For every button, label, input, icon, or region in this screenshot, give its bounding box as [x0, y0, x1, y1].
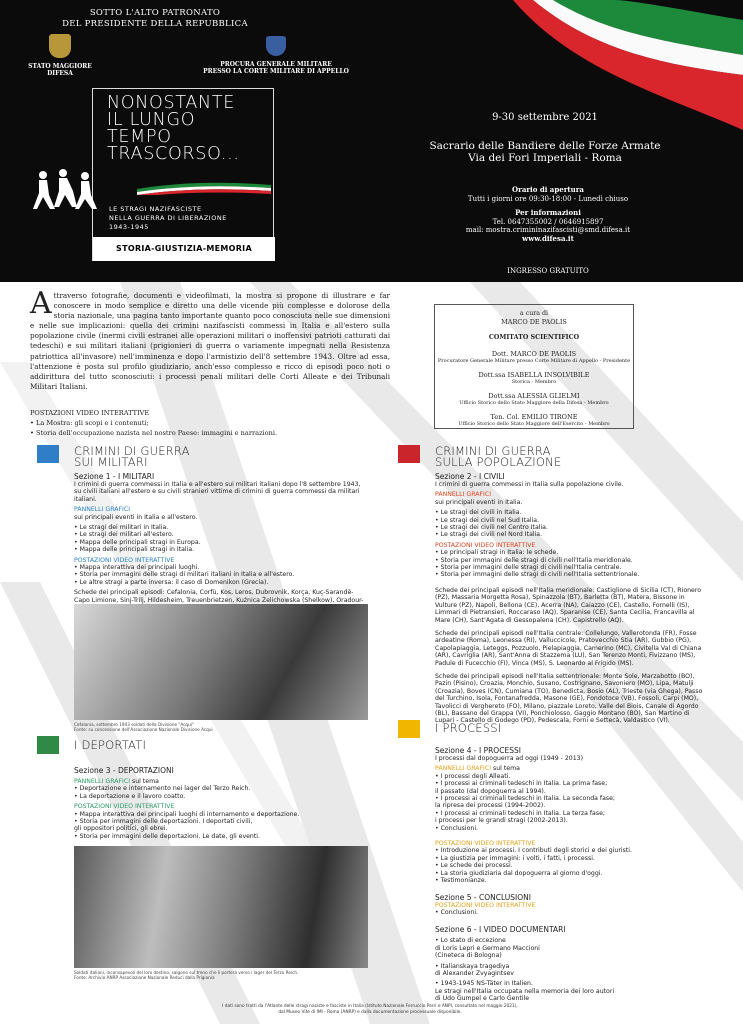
event-address: Via dei Fori Imperiali - Roma	[468, 152, 622, 164]
heading-civili: CRIMINI DI GUERRA SULLA POPOLAZIONE	[435, 444, 562, 469]
emblem-stato-maggiore: STATO MAGGIORE DIFESA	[20, 34, 100, 77]
blue-square-icon	[37, 445, 59, 463]
event-place: Sacrario delle Bandiere delle Forze Armate	[429, 140, 661, 152]
scientific-committee: a cura di MARCO DE PAOLIS COMITATO SCIENTIFICO Dott. MARCO DE PAOLIS Procuratore Generale Militare presso Corte Militare di Appello - Presidente Dott.ssa ISABELLA INSOLVIBILE Storica - Membro Dott.ssa ALESSIA GLIELMI Ufficio Storico dello Stato Maggiore della Difesa - Membro Ten. Col. EMILIO TIRONE Ufficio Storico dello Stato Maggiore dell'Esercito - Membro	[434, 304, 634, 429]
event-info	[395, 112, 695, 164]
photo-cefalonia	[74, 604, 368, 720]
heading-processi: I PROCESSI	[435, 721, 502, 735]
exhibition-poster	[92, 88, 274, 261]
intro-video-stations: POSTAZIONI VIDEO INTERATTIVE • La Mostra: gli scopi e i contenuti; • Storia dell'occupazione nazista nel nostro Paese: immagini e narrazioni.	[30, 409, 278, 437]
opening-info: Orario di apertura Tutti i giorni ore 09:30-18:00 - Lunedì chiuso Per informazioni Tel. 0647355002 / 0646915897 mail: mostra.crimininazifascisti@smd.difesa.it www.difesa.it INGRESSO GRATUITO	[450, 186, 646, 276]
emblem-procura: PROCURA GENERALE MILITARE PRESSO LA CORTE MILITARE DI APPELLO	[196, 36, 356, 75]
shield-icon	[266, 36, 286, 56]
green-square-icon	[37, 736, 59, 754]
caption-cefalonia: Cefalonia, settembre 1943 soldati della Divisione "Acqui" Fonte: su concessione dell'Associazione Nazionale Divisione Acqui	[74, 722, 213, 733]
red-square-icon	[398, 445, 420, 463]
yellow-square-icon	[398, 720, 420, 738]
drop-cap: A	[30, 286, 52, 321]
event-dates: 9-30 settembre 2021	[492, 112, 598, 123]
poster-subtitle: LE STRAGI NAZIFASCISTE NELLA GUERRA DI LIBERAZIONE 1943-1945	[109, 205, 227, 231]
section-militari: Sezione 1 - I MILITARI I crimini di guerra commessi in Italia e all'estero sui militari italiani dopo l'8 settembre 1943, su civili italiani all'estero e su civili stranieri vittime di crimini di guerra commessi da militari italiani. PANNELLI GRAFICI sui principali eventi in Italia e all'estero. • Le stragi dei militari in Italia. • Le stragi dei militari all'estero. • Mappa delle principali stragi in Europa. • Mappa delle principali stragi in Italia. POSTAZIONI VIDEO INTERATTIVE • Mappa interattiva dei principali luoghi. • Storia per immagini delle stragi di militari italiani in Italia e all'estero. • Le altre stragi a parte inversa: il caso di Domenikon (Grecia). Schede dei principali episodi: Cefalonia, Corfù, Kos, Leros, Dubrovnik, Korça, Kuç-Sarandë-Capo Limione, Sinj-Trilj, Hildesheim, Treuenbrietzen, Kuźnica Żelichowska (Shelkow), Oradour-	[74, 472, 364, 604]
dancing-figures-icon	[33, 169, 103, 213]
patronage: SOTTO L'ALTO PATRONATO DEL PRESIDENTE DELLA REPUBBLICA	[62, 8, 248, 29]
poster-title: NONOSTANTE IL LUNGO TEMPO TRASCORSO...	[107, 93, 240, 164]
section-deportati: Sezione 3 - DEPORTAZIONI PANNELLI GRAFICI sul tema • Deportazione e internamento nei lager del Terzo Reich. • La deportazione e il lavoro coatto. POSTAZIONI VIDEO INTERATTIVE • Mappa interattiva dei principali luoghi di internamento e deportazione. • Storia per immagini delle deportazioni. I deportati civili, gli oppositori politici, gli ebrei. • Storia per immagini delle deportazioni. Le date, gli eventi.	[74, 766, 300, 840]
coat-of-arms-icon	[49, 34, 71, 58]
flag-stripe-icon	[137, 181, 271, 195]
intro-text: Attraverso fotografie, documenti e videofilmati, la mostra si propone di illustrare e far conoscere in modo semplice e diretto una delle vicende più complesse e dolorose della storia nazionale, una pagina tanto importante quanto poco conosciuta nelle sue dimensioni e nelle sue implicazioni: quella dei crimini nazifascisti commessi in Italia e all'estero sulla popolazione civile (inermi civili estranei alle operazioni militari o inoffensivi patrioti catturati dai tedeschi) e sui militari italiani (prigionieri di guerra o variamente impegnati nella Resistenza patriottica all'invasore) nell'imminenza e dopo l'armistizio dell'8 settembre 1943. Oltre ad essa, l'attenzione è posta sul profilo giudiziario, anch'esso complesso e ricco di episodi poco noti o addirittura del tutto sconosciuti: i processi penali militari delle Corti Alleate e dei Tribunali Militari Italiani.	[30, 286, 390, 391]
photo-deportation-train	[74, 846, 368, 968]
section-civili: Sezione 2 - I CIVILI I crimini di guerra commessi in Italia sulla popolazione civile. PANNELLI GRAFICI sui principali eventi in Italia. • Le stragi dei civili in Italia. • Le stragi dei civili nel Sud Italia. • Le stragi dei civili nel Centro Italia. • Le stragi dei civili nel Nord Italia. POSTAZIONI VIDEO INTERATTIVE • Le principali stragi in Italia: le schede. • Storia per immagini delle stragi di civili nell'Italia meridionale. • Storia per immagini delle stragi di civili nell'Italia centrale. • Storia per immagini delle stragi di civili nell'Italia settentrionale. Schede dei principali episodi nell'Italia meridionale: Castiglione di Sicilia (CT), Rionero (PZ), Massaria Morgetta Rosa), Spinazzola (BT), Barletta (BT), Matera, Bissone in Vulture (PZ), Napoli, Bellona (CE), Acerra (NA), Caiazzo (CE), Castello, Fornelli (IS), Limmari di Pietransieri, Roccaraso (AQ), Sparanise (CE), Santa Cecilia, Francavilla al Mare (CH), Sant'Agata di Gessopalena (CH), Capistrello (AQ). Schede dei principali episodi nell'Italia centrale: Collelungo, Vallerotonda (FR), Fosse ardeatine (Roma), Leonessa (RI), Valluccicole, Pratovecchio Stia (AR), Gubbio (PG), Capolapiaggia, Leteggs, Pozzuolo, Pielapiaggia, Camerino (MC), Civitella Val di Chiana (AR), Cavriglia (AR), Sant'Anna di Stazzema (LU), San Terenzo Monti, Fivizzano (MS), Padule di Fucecchio (FI), Vinca (MS), S. Leonardo al Frigido (MS). Schede dei principali episodi nell'Italia settentrionale: Monte Sole, Marzabotto (BO), Pazin (Pisino), Croazia, Monchio, Susano, Costrignano, Savoniero (MO), Lipa, Matulji (Croazia), Boves (CN), Cumiana (TO), Benedicta, Bosio (AL), Trieste (via Ghega), Passo del Turchino, Isola, Fontanafredda, Masone (GE), Fondotoce (VB), Fossoli, Carpi (MO), Tavolicci di Verghereto (FO), Milano, piazzale Loreto, Valle del Biois, Canale di Agordo (BL), Bassano del Grappa (VI), Ponchiolosso, Gaggio Montano (BO), San Martino di Lupari - Castello di Godego (PD), Pedescala, Forni e Settecà, Valdastico (VI).	[435, 472, 703, 725]
free-entry: INGRESSO GRATUITO	[507, 267, 589, 275]
caption-deportation: Soldati italiani, inconsapevoli del loro destino, salgono sul treno che li porterà verso i lager del Terzo Reich. Fonte: Archivio ANRP Associazione Nazionale Reduci dalla Prigionia	[74, 970, 299, 981]
section-processi: Sezione 4 - I PROCESSI I processi dal dopoguerra ad oggi (1949 - 2013) PANNELLI GRAFICI sul tema • I processi degli Alleati. • I processi ai criminali tedeschi in Italia. La prima fase; il passato (dal dopoguerra al 1994). • I processi ai criminali tedeschi in Italia. La seconda fase; la ripresa dei processi (1994-2002). • I processi ai criminali tedeschi in Italia. La terza fase; i processi per le grandi stragi (2002-2013). • Conclusioni. POSTAZIONI VIDEO INTERATTIVE • Introduzione ai processi. I contributi degli storici e dei giuristi. • La giustizia per immagini: i volti, i fatti, i processi. • Le schede dei processi. • La storia giudiziaria dal dopoguerra al giorno d'oggi. • Testimonianze. Sezione 5 - CONCLUSIONI POSTAZIONI VIDEO INTERATTIVE • Conclusioni. Sezione 6 - I VIDEO DOCUMENTARI • Lo stato di eccezione di Loris Lepri e Germano Maccioni (Cineteca di Bologna) • Italianskaya tragediya di Alexander Zvyagintsev • 1943-1945 NS-Täter in Italien. Le stragi nell'Italia occupata nella memoria dei loro autori di Udo Gumpel e Carlo Gentile	[435, 746, 632, 1003]
footer-sources: I dati sono tratti da l'Atlante delle stragi naziste e fasciste in Italia (Istituto Nazionale Ferruccio Parri e ANPI, consultato nel maggio 2021), dal Museo Vite di IMI - Roma (ANRP) e dalla documentazione processuale disponibile.	[222, 1004, 518, 1015]
header-banner	[0, 0, 743, 282]
poster-bar: STORIA-GIUSTIZIA-MEMORIA	[93, 237, 275, 261]
heading-militari: CRIMINI DI GUERRA SUI MILITARI	[74, 444, 190, 469]
heading-deportati: I DEPORTATI	[74, 738, 147, 752]
